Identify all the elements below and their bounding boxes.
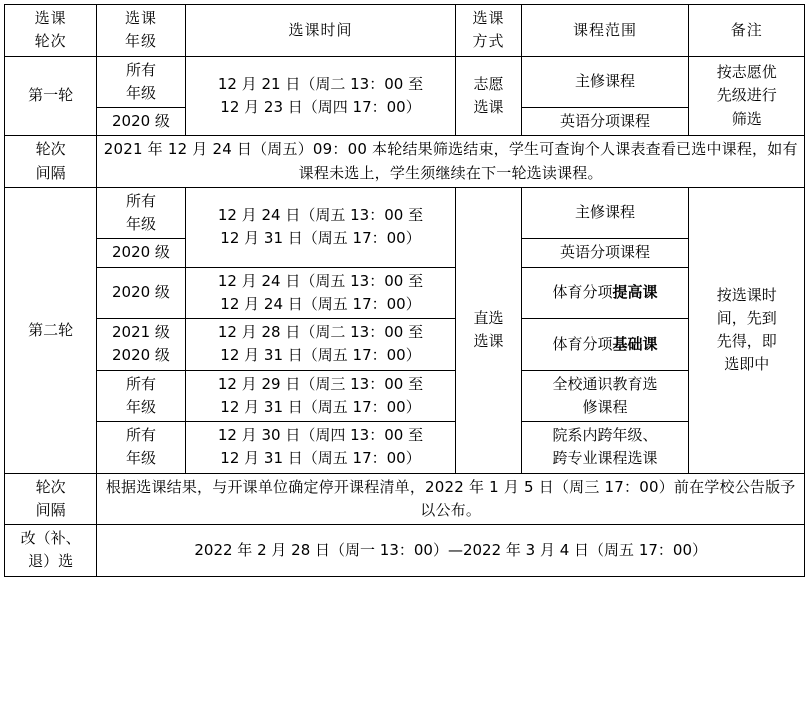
round2-scope-3-text: 体育分项 <box>552 283 613 302</box>
round2-scope-5-line2: 修课程 <box>582 397 628 416</box>
round2-remark <box>689 187 805 473</box>
round2-scope-6-line1: 院系内跨年级、 <box>552 426 658 444</box>
round1-mode <box>456 56 521 136</box>
round1-grade-all-line1: 所有 <box>125 60 156 79</box>
table-header-row <box>5 5 805 57</box>
round2-grade-4-line2: 2020 级 <box>111 346 170 365</box>
round2-mode-line2: 选课 <box>473 332 504 351</box>
interval2-label-line2: 间隔 <box>35 500 66 519</box>
round2-scope-1: 主修课程 <box>521 187 689 239</box>
interval1-text: 2021 年 12 月 24 日（周五）09：00 本轮结果筛选结束，学生可查询个人课表查看已选中课程，如有课程未选上，学生须继续在下一轮选读课程。 <box>97 136 805 188</box>
interval1-label <box>5 136 97 188</box>
round2-grade-5 <box>97 370 185 422</box>
interval1-label-line1: 轮次 <box>35 140 66 159</box>
round2-scope-6 <box>521 422 689 474</box>
final-label-line1: 改（补、 <box>20 529 81 547</box>
round1-mode-line1: 志愿 <box>473 74 504 93</box>
table-row <box>5 136 805 188</box>
round1-remark-line2: 先级进行 <box>716 86 777 105</box>
round2-scope-3 <box>521 267 689 319</box>
header-mode-line1: 选课 <box>472 9 505 27</box>
round2-grade-6-line1: 所有 <box>125 426 156 444</box>
table-row <box>5 267 805 319</box>
final-label <box>5 525 97 577</box>
round1-remark-line1: 按志愿优 <box>716 63 777 81</box>
round2-scope-5 <box>521 370 689 422</box>
round2-grade-1-line1: 所有 <box>125 191 156 210</box>
round2-grade-1 <box>97 187 185 239</box>
round2-remark-line1: 按选课时 <box>716 285 777 304</box>
table-row <box>5 187 805 239</box>
interval1-label-line2: 间隔 <box>35 163 66 182</box>
interval2-text: 根据选课结果，与开课单位确定停开课程清单，2022 年 1 月 5 日（周三 17：00）前在学校公告版予以公布。 <box>97 473 805 525</box>
round2-grade-1-line2: 年级 <box>125 215 156 233</box>
round2-time-6 <box>185 422 456 474</box>
round2-mode-line1: 直选 <box>473 308 504 327</box>
round2-scope-6-line2: 跨专业课程选课 <box>552 449 658 468</box>
round2-grade-2: 2020 级 <box>97 239 185 267</box>
round2-grade-4 <box>97 319 185 371</box>
round1-grade-all-line2: 年级 <box>125 83 156 102</box>
header-time: 选课时间 <box>185 5 456 57</box>
round1-time <box>185 56 456 136</box>
table-row <box>5 56 805 108</box>
round1-scope-major: 主修课程 <box>521 56 689 108</box>
round2-time-1 <box>185 187 456 267</box>
round2-remark-line3: 先得，即 <box>716 332 777 351</box>
round2-grade-3: 2020 级 <box>97 267 185 319</box>
round2-time-6-line2: 12 月 31 日（周五 17：00） <box>220 449 421 468</box>
round1-remark-line3: 筛选 <box>731 109 762 128</box>
round2-scope-3-emphasis: 提高课 <box>612 283 658 302</box>
round2-label: 第二轮 <box>5 187 97 473</box>
round2-time-1-line2: 12 月 31 日（周五 17：00） <box>220 229 421 248</box>
round1-time-line1: 12 月 21 日（周二 13：00 至 <box>217 74 424 93</box>
header-scope: 课程范围 <box>521 5 689 57</box>
final-label-line2: 退）选 <box>28 552 74 571</box>
round1-scope-english: 英语分项课程 <box>521 108 689 136</box>
table-row <box>5 422 805 474</box>
header-grade-line1: 选课 <box>124 9 157 27</box>
table-row <box>5 319 805 371</box>
round2-remark-line4: 选即中 <box>724 355 770 374</box>
round2-scope-5-line1: 全校通识教育选 <box>552 374 658 393</box>
round2-time-5-line2: 12 月 31 日（周五 17：00） <box>220 397 421 416</box>
round2-time-6-line1: 12 月 30 日（周四 13：00 至 <box>217 426 424 444</box>
round1-grade-all <box>97 56 185 108</box>
round2-time-3 <box>185 267 456 319</box>
round2-grade-6-line2: 年级 <box>125 449 156 468</box>
header-grade <box>97 5 185 57</box>
round2-scope-2: 英语分项课程 <box>521 239 689 267</box>
round1-time-line2: 12 月 23 日（周四 17：00） <box>220 97 421 116</box>
course-selection-schedule-table <box>4 4 805 577</box>
header-round <box>5 5 97 57</box>
header-grade-line2: 年级 <box>124 32 157 51</box>
round1-grade-2020: 2020 级 <box>97 108 185 136</box>
round2-scope-4 <box>521 319 689 371</box>
round2-time-5-line1: 12 月 29 日（周三 13：00 至 <box>217 374 424 393</box>
header-mode <box>456 5 521 57</box>
round2-time-4-line2: 12 月 31 日（周五 17：00） <box>220 346 421 365</box>
round2-time-4-line1: 12 月 28 日（周二 13：00 至 <box>217 323 424 341</box>
interval2-label-line1: 轮次 <box>35 477 66 496</box>
table-row <box>5 473 805 525</box>
round2-grade-5-line2: 年级 <box>125 397 156 416</box>
round2-time-1-line1: 12 月 24 日（周五 13：00 至 <box>217 205 424 224</box>
round2-grade-4-line1: 2021 级 <box>111 323 170 341</box>
round2-scope-4-text: 体育分项 <box>552 334 613 353</box>
round2-time-3-line1: 12 月 24 日（周五 13：00 至 <box>217 271 424 290</box>
round2-mode <box>456 187 521 473</box>
round1-remark <box>689 56 805 136</box>
round1-label: 第一轮 <box>5 56 97 136</box>
final-text: 2022 年 2 月 28 日（周一 13：00）—2022 年 3 月 4 日（周五 17：00） <box>97 525 805 577</box>
header-round-line2: 轮次 <box>34 32 67 51</box>
round2-time-5 <box>185 370 456 422</box>
round2-grade-5-line1: 所有 <box>125 374 156 393</box>
round2-time-3-line2: 12 月 24 日（周五 17：00） <box>220 294 421 313</box>
interval2-label <box>5 473 97 525</box>
table-row <box>5 370 805 422</box>
round1-mode-line2: 选课 <box>473 97 504 116</box>
header-remark: 备注 <box>689 5 805 57</box>
table-row <box>5 525 805 577</box>
header-round-line1: 选课 <box>34 9 67 27</box>
round2-scope-4-emphasis: 基础课 <box>612 334 658 353</box>
round2-grade-6 <box>97 422 185 474</box>
header-mode-line2: 方式 <box>472 32 505 51</box>
round2-remark-line2: 间，先到 <box>716 308 777 327</box>
round2-time-4 <box>185 319 456 371</box>
